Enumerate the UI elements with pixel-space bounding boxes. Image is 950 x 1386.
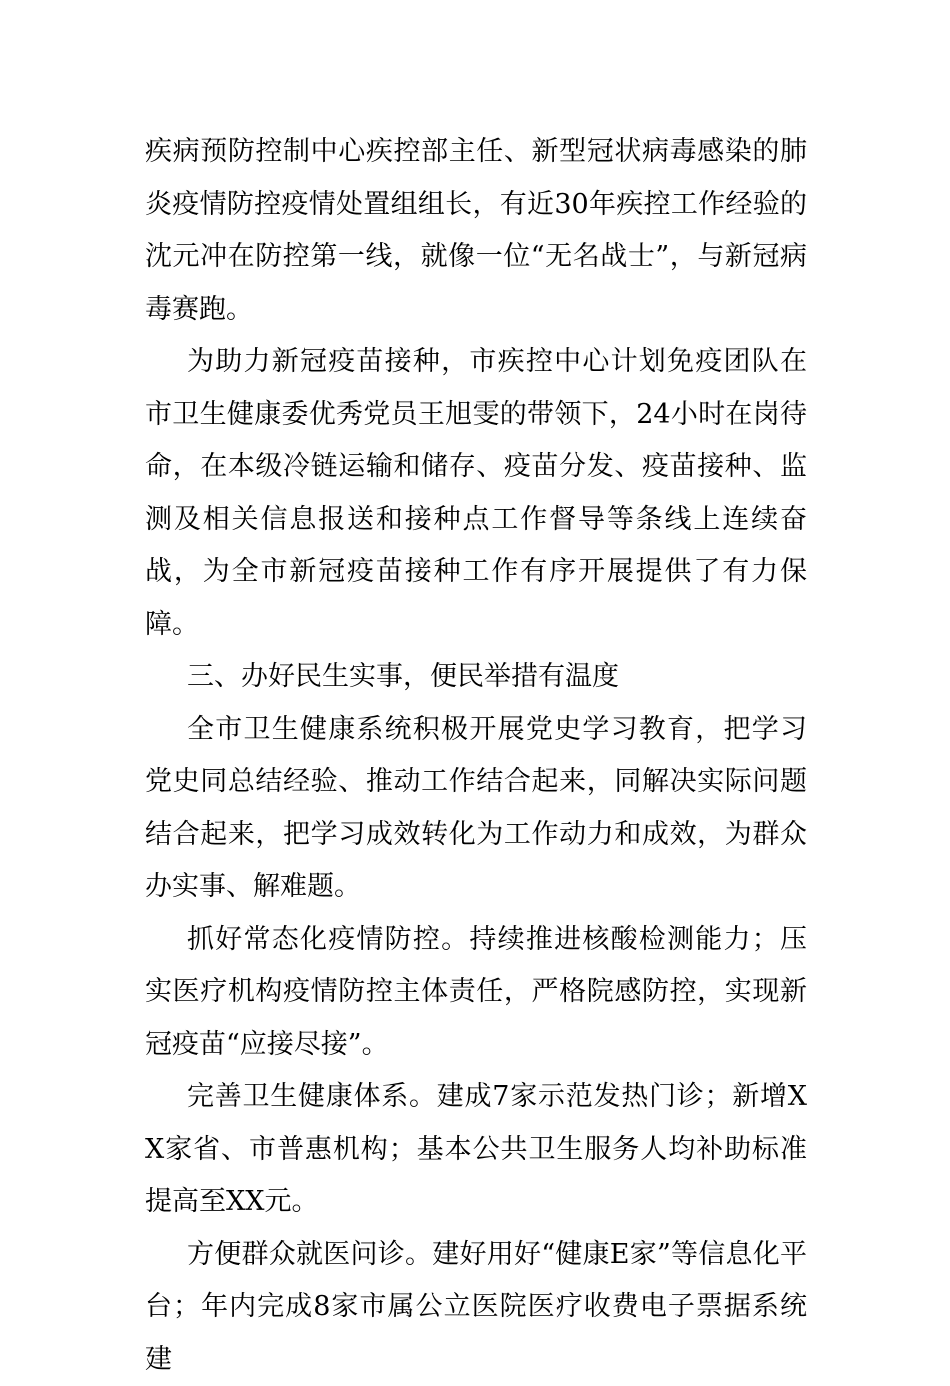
paragraph: 为助力新冠疫苗接种，市疾控中心计划免疫团队在市卫生健康委优秀党员王旭雯的带领下，24小时在岗待命，在本级冷链运输和储存、疫苗分发、疫苗接种、监测及相关信息报送和接种点工作督导等条线上连续奋战，为全市新冠疫苗接种工作有序开展提供了有力保障。 [145, 336, 807, 651]
paragraph: 完善卫生健康体系。建成7家示范发热门诊；新增XX家省、市普惠机构；基本公共卫生服务人均补助标准提高至XX元。 [145, 1071, 807, 1229]
paragraph: 全市卫生健康系统积极开展党史学习教育，把学习党史同总结经验、推动工作结合起来，同解决实际问题结合起来，把学习成效转化为工作动力和成效，为群众办实事、解难题。 [145, 704, 807, 914]
paragraph: 抓好常态化疫情防控。持续推进核酸检测能力；压实医疗机构疫情防控主体责任，严格院感防控，实现新冠疫苗“应接尽接”。 [145, 914, 807, 1072]
paragraph: 疾病预防控制中心疾控部主任、新型冠状病毒感染的肺炎疫情防控疫情处置组组长，有近30年疾控工作经验的沈元冲在防控第一线，就像一位“无名战士”，与新冠病毒赛跑。 [145, 126, 807, 336]
section-heading: 三、办好民生实事，便民举措有温度 [145, 651, 807, 704]
paragraph: 方便群众就医问诊。建好用好“健康E家”等信息化平台；年内完成8家市属公立医院医疗收费电子票据系统建 [145, 1229, 807, 1386]
document-body [145, 126, 807, 1386]
